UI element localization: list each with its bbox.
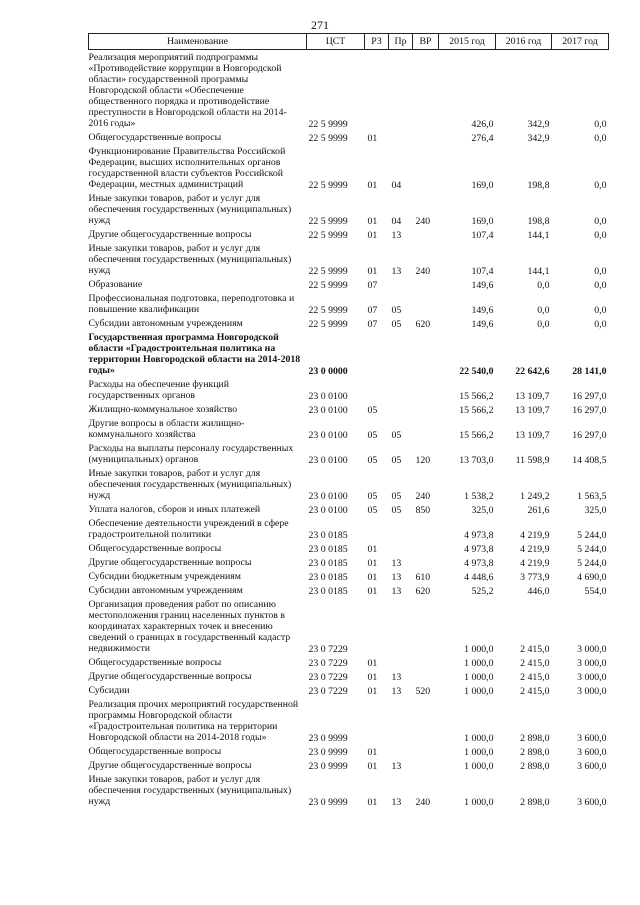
row-cst: 22 5 9999 xyxy=(308,266,348,277)
row-2015: 107,4 xyxy=(471,230,494,241)
row-name: Общегосударственные вопросы xyxy=(88,657,222,668)
row-2016: 4 219,9 xyxy=(520,544,550,555)
row-cst: 22 5 9999 xyxy=(308,280,348,291)
row-rz xyxy=(365,597,389,655)
header-rz: РЗ xyxy=(365,34,389,50)
row-name: Иные закупки товаров, работ и услуг для обеспечения государственных (муниципальных) нужд xyxy=(88,193,292,226)
row-cst: 23 0 0000 xyxy=(308,366,348,377)
row-2017: 16 297,0 xyxy=(572,405,607,416)
header-2017: 2017 год xyxy=(552,34,609,50)
row-2015: 4 973,8 xyxy=(464,544,494,555)
row-rz: 01 xyxy=(367,133,378,144)
row-name: Расходы на выплаты персоналу государственных (муниципальных) органов xyxy=(88,443,294,465)
row-2017: 3 000,0 xyxy=(577,644,607,655)
row-rz xyxy=(365,697,389,744)
row-2015: 4 448,6 xyxy=(464,572,494,583)
row-2017: 0,0 xyxy=(594,266,607,277)
row-2017: 554,0 xyxy=(584,586,607,597)
row-rz: 01 xyxy=(367,216,378,227)
row-name: Иные закупки товаров, работ и услуг для обеспечения государственных (муниципальных) нужд xyxy=(88,774,292,807)
row-cst: 23 0 0100 xyxy=(308,405,348,416)
row-2015: 276,4 xyxy=(471,133,494,144)
row-2015: 1 000,0 xyxy=(464,747,494,758)
row-vr: 240 xyxy=(415,266,431,277)
row-2015: 1 000,0 xyxy=(464,761,494,772)
row-rz: 01 xyxy=(367,572,378,583)
row-2015: 4 973,8 xyxy=(464,530,494,541)
row-2017: 28 141,0 xyxy=(572,366,607,377)
row-name: Другие общегосударственные вопросы xyxy=(88,671,252,682)
table-row xyxy=(89,330,609,377)
row-vr xyxy=(413,655,439,669)
row-pr: 13 xyxy=(391,761,402,772)
row-name: Реализация мероприятий подпрограммы «Противодействие коррупции в Новгородской области» государственной программы Новгородской области «Обеспечение общественного порядка и противодействие преступности в Новгородской области на 2014-2016 годы» xyxy=(88,52,287,129)
row-2015: 1 000,0 xyxy=(464,797,494,808)
row-cst: 23 0 0185 xyxy=(308,558,348,569)
row-rz: 07 xyxy=(367,305,378,316)
row-pr: 04 xyxy=(391,180,402,191)
table-row xyxy=(89,502,609,516)
row-name: Иные закупки товаров, работ и услуг для обеспечения государственных (муниципальных) нужд xyxy=(88,468,292,501)
row-2017: 5 244,0 xyxy=(577,558,607,569)
row-2015: 426,0 xyxy=(471,119,494,130)
row-2015: 325,0 xyxy=(471,505,494,516)
row-cst: 23 0 0100 xyxy=(308,491,348,502)
row-2015: 4 973,8 xyxy=(464,558,494,569)
row-2015: 15 566,2 xyxy=(459,391,494,402)
row-name: Общегосударственные вопросы xyxy=(88,746,222,757)
row-cst: 23 0 0100 xyxy=(308,505,348,516)
row-vr xyxy=(413,144,439,191)
row-cst: 23 0 0185 xyxy=(308,586,348,597)
row-cst: 23 0 0100 xyxy=(308,430,348,441)
row-cst: 23 0 0185 xyxy=(308,572,348,583)
row-2016: 2 415,0 xyxy=(520,644,550,655)
row-vr xyxy=(413,130,439,144)
table-row xyxy=(89,416,609,441)
row-pr xyxy=(389,516,413,541)
row-vr xyxy=(413,416,439,441)
row-pr: 13 xyxy=(391,230,402,241)
row-2016: 2 415,0 xyxy=(520,658,550,669)
row-rz: 05 xyxy=(367,430,378,441)
table-row xyxy=(89,191,609,227)
row-cst: 22 5 9999 xyxy=(308,119,348,130)
row-vr xyxy=(413,402,439,416)
row-2015: 169,0 xyxy=(471,216,494,227)
row-pr xyxy=(389,541,413,555)
table-row xyxy=(89,683,609,697)
row-pr xyxy=(389,402,413,416)
row-rz: 01 xyxy=(367,266,378,277)
row-2017: 3 600,0 xyxy=(577,797,607,808)
row-vr: 520 xyxy=(415,686,431,697)
row-2016: 13 109,7 xyxy=(515,430,550,441)
row-pr: 05 xyxy=(391,455,402,466)
row-rz xyxy=(365,50,389,131)
row-2017: 0,0 xyxy=(594,280,607,291)
row-2016: 342,9 xyxy=(527,119,550,130)
table-row xyxy=(89,130,609,144)
page-number: 271 xyxy=(311,18,329,32)
row-rz: 05 xyxy=(367,505,378,516)
row-cst: 23 0 7229 xyxy=(308,644,348,655)
row-2016: 11 598,9 xyxy=(515,455,550,466)
header-pr: Пр xyxy=(389,34,413,50)
header-name: Наименование xyxy=(89,34,307,50)
row-2015: 1 000,0 xyxy=(464,672,494,683)
row-vr: 240 xyxy=(415,797,431,808)
row-2017: 4 690,0 xyxy=(577,572,607,583)
row-cst: 23 0 0100 xyxy=(308,391,348,402)
row-2016: 342,9 xyxy=(527,133,550,144)
table-row xyxy=(89,144,609,191)
row-rz: 01 xyxy=(367,797,378,808)
row-2015: 149,6 xyxy=(471,280,494,291)
table-row xyxy=(89,241,609,277)
row-name: Общегосударственные вопросы xyxy=(88,132,222,143)
row-2017: 1 563,5 xyxy=(577,491,607,502)
row-name: Функционирование Правительства Российской Федерации, высших исполнительных органов государственной власти субъектов Российской Федерации, местных администраций xyxy=(88,146,286,190)
row-2017: 0,0 xyxy=(594,133,607,144)
row-2015: 15 566,2 xyxy=(459,405,494,416)
table-row xyxy=(89,466,609,502)
row-name: Профессиональная подготовка, переподготовка и повышение квалификации xyxy=(88,293,295,315)
row-name: Субсидии автономным учреждениям xyxy=(88,585,243,596)
row-2016: 0,0 xyxy=(537,280,550,291)
row-2015: 22 540,0 xyxy=(459,366,494,377)
row-rz: 01 xyxy=(367,686,378,697)
row-cst: 23 0 7229 xyxy=(308,686,348,697)
table-row xyxy=(89,516,609,541)
row-cst: 23 0 9999 xyxy=(308,747,348,758)
row-rz: 01 xyxy=(367,558,378,569)
row-2017: 325,0 xyxy=(584,505,607,516)
row-2015: 1 000,0 xyxy=(464,658,494,669)
row-vr xyxy=(413,697,439,744)
row-2017: 3 600,0 xyxy=(577,733,607,744)
row-vr xyxy=(413,669,439,683)
row-vr xyxy=(413,516,439,541)
row-name: Субсидии xyxy=(88,685,130,696)
row-pr xyxy=(389,50,413,131)
table-row xyxy=(89,50,609,131)
row-vr xyxy=(413,377,439,402)
row-rz: 01 xyxy=(367,544,378,555)
row-rz: 07 xyxy=(367,319,378,330)
row-cst: 22 5 9999 xyxy=(308,319,348,330)
row-pr xyxy=(389,130,413,144)
row-vr xyxy=(413,330,439,377)
row-2016: 2 898,0 xyxy=(520,761,550,772)
row-2017: 0,0 xyxy=(594,305,607,316)
row-pr: 13 xyxy=(391,797,402,808)
row-name: Жилищно-коммунальное хозяйство xyxy=(88,404,238,415)
row-2017: 0,0 xyxy=(594,230,607,241)
header-cst: ЦСТ xyxy=(307,34,365,50)
row-2016: 261,6 xyxy=(527,505,550,516)
row-pr: 05 xyxy=(391,319,402,330)
row-2016: 2 415,0 xyxy=(520,686,550,697)
row-vr: 620 xyxy=(415,586,431,597)
row-2016: 198,8 xyxy=(527,216,550,227)
row-name: Уплата налогов, сборов и иных платежей xyxy=(88,504,261,515)
row-rz: 01 xyxy=(367,747,378,758)
row-vr: 610 xyxy=(415,572,431,583)
row-2017: 3 000,0 xyxy=(577,672,607,683)
row-2016: 22 642,6 xyxy=(515,366,550,377)
row-2015: 1 000,0 xyxy=(464,644,494,655)
table-row xyxy=(89,541,609,555)
table-row xyxy=(89,583,609,597)
row-rz xyxy=(365,516,389,541)
row-2017: 14 408,5 xyxy=(572,455,607,466)
row-name: Субсидии автономным учреждениям xyxy=(88,318,243,329)
row-2016: 2 898,0 xyxy=(520,747,550,758)
header-2016: 2016 год xyxy=(496,34,552,50)
row-2017: 0,0 xyxy=(594,119,607,130)
table-row xyxy=(89,291,609,316)
row-cst: 23 0 0185 xyxy=(308,530,348,541)
row-vr: 240 xyxy=(415,216,431,227)
row-2016: 13 109,7 xyxy=(515,405,550,416)
row-cst: 22 5 9999 xyxy=(308,180,348,191)
row-cst: 23 0 7229 xyxy=(308,658,348,669)
row-name: Расходы на обеспечение функций государственных органов xyxy=(88,379,230,401)
row-rz: 01 xyxy=(367,761,378,772)
row-pr xyxy=(389,597,413,655)
row-pr: 05 xyxy=(391,305,402,316)
row-vr xyxy=(413,597,439,655)
row-name: Иные закупки товаров, работ и услуг для обеспечения государственных (муниципальных) нужд xyxy=(88,243,292,276)
table-row xyxy=(89,744,609,758)
table-row xyxy=(89,227,609,241)
header-vr: ВР xyxy=(413,34,439,50)
row-vr xyxy=(413,744,439,758)
row-2015: 13 703,0 xyxy=(459,455,494,466)
row-2017: 3 000,0 xyxy=(577,658,607,669)
row-vr: 120 xyxy=(415,455,431,466)
row-cst: 22 5 9999 xyxy=(308,305,348,316)
row-name: Другие общегосударственные вопросы xyxy=(88,760,252,771)
row-vr xyxy=(413,555,439,569)
row-cst: 22 5 9999 xyxy=(308,230,348,241)
row-name: Образование xyxy=(88,279,143,290)
table-row xyxy=(89,277,609,291)
table-row xyxy=(89,402,609,416)
row-rz: 07 xyxy=(367,280,378,291)
table-row xyxy=(89,441,609,466)
row-2017: 5 244,0 xyxy=(577,544,607,555)
row-pr: 13 xyxy=(391,586,402,597)
table-header-row xyxy=(89,34,609,50)
row-2015: 149,6 xyxy=(471,319,494,330)
row-pr xyxy=(389,330,413,377)
row-pr xyxy=(389,655,413,669)
row-rz: 05 xyxy=(367,491,378,502)
header-2015: 2015 год xyxy=(439,34,496,50)
row-2017: 16 297,0 xyxy=(572,430,607,441)
row-pr: 13 xyxy=(391,672,402,683)
row-rz: 01 xyxy=(367,180,378,191)
row-name: Субсидии бюджетным учреждениям xyxy=(88,571,241,582)
row-2017: 0,0 xyxy=(594,319,607,330)
row-2016: 0,0 xyxy=(537,319,550,330)
row-cst: 23 0 9999 xyxy=(308,733,348,744)
row-2015: 1 538,2 xyxy=(464,491,494,502)
row-2017: 16 297,0 xyxy=(572,391,607,402)
row-cst: 23 0 9999 xyxy=(308,761,348,772)
row-cst: 23 0 7229 xyxy=(308,672,348,683)
row-2016: 4 219,9 xyxy=(520,530,550,541)
row-vr: 240 xyxy=(415,491,431,502)
table-row xyxy=(89,697,609,744)
row-rz xyxy=(365,330,389,377)
table-row xyxy=(89,669,609,683)
row-pr xyxy=(389,744,413,758)
row-cst: 23 0 9999 xyxy=(308,797,348,808)
row-name: Реализация прочих мероприятий государственной программы Новгородской области «Градостроительная политика на территории Новгородской области на 2014-2018 годы» xyxy=(88,699,299,743)
row-2015: 107,4 xyxy=(471,266,494,277)
row-rz: 01 xyxy=(367,230,378,241)
row-pr xyxy=(389,697,413,744)
row-2017: 3 600,0 xyxy=(577,747,607,758)
table-row xyxy=(89,377,609,402)
row-2016: 1 249,2 xyxy=(520,491,550,502)
row-cst: 22 5 9999 xyxy=(308,133,348,144)
row-2017: 0,0 xyxy=(594,180,607,191)
row-2016: 198,8 xyxy=(527,180,550,191)
row-pr: 13 xyxy=(391,572,402,583)
row-rz: 01 xyxy=(367,658,378,669)
row-2016: 2 415,0 xyxy=(520,672,550,683)
row-vr: 620 xyxy=(415,319,431,330)
row-2016: 144,1 xyxy=(527,230,550,241)
budget-table xyxy=(88,33,609,808)
table-body xyxy=(89,50,609,809)
row-rz: 01 xyxy=(367,586,378,597)
row-2015: 169,0 xyxy=(471,180,494,191)
row-rz: 01 xyxy=(367,672,378,683)
table-row xyxy=(89,555,609,569)
row-pr xyxy=(389,277,413,291)
row-cst: 22 5 9999 xyxy=(308,216,348,227)
row-pr: 13 xyxy=(391,558,402,569)
row-rz xyxy=(365,377,389,402)
row-vr: 850 xyxy=(415,505,431,516)
row-vr xyxy=(413,277,439,291)
row-2016: 3 773,9 xyxy=(520,572,550,583)
row-name: Обеспечение деятельности учреждений в сфере градостроительной политики xyxy=(88,518,289,540)
row-2016: 144,1 xyxy=(527,266,550,277)
table-row xyxy=(89,569,609,583)
row-name: Государственная программа Новгородской области «Градостроительная политика на территории Новгородской области на 2014-2018 годы» xyxy=(88,332,301,376)
table-row xyxy=(89,758,609,772)
row-2015: 525,2 xyxy=(471,586,494,597)
row-2015: 149,6 xyxy=(471,305,494,316)
row-vr xyxy=(413,291,439,316)
row-vr xyxy=(413,50,439,131)
row-2016: 13 109,7 xyxy=(515,391,550,402)
row-2016: 0,0 xyxy=(537,305,550,316)
row-pr: 13 xyxy=(391,266,402,277)
row-name: Другие общегосударственные вопросы xyxy=(88,229,252,240)
row-name: Другие вопросы в области жилищно-коммунального хозяйства xyxy=(88,418,245,440)
row-name: Общегосударственные вопросы xyxy=(88,543,222,554)
row-pr: 13 xyxy=(391,686,402,697)
row-2015: 1 000,0 xyxy=(464,686,494,697)
row-2017: 0,0 xyxy=(594,216,607,227)
table-row xyxy=(89,655,609,669)
row-pr xyxy=(389,377,413,402)
row-2017: 5 244,0 xyxy=(577,530,607,541)
row-pr: 04 xyxy=(391,216,402,227)
row-2016: 4 219,9 xyxy=(520,558,550,569)
table-row xyxy=(89,316,609,330)
row-pr: 05 xyxy=(391,491,402,502)
table-row xyxy=(89,772,609,808)
row-rz: 05 xyxy=(367,405,378,416)
row-2015: 1 000,0 xyxy=(464,733,494,744)
table-row xyxy=(89,597,609,655)
row-2017: 3 000,0 xyxy=(577,686,607,697)
row-pr: 05 xyxy=(391,430,402,441)
row-pr: 05 xyxy=(391,505,402,516)
row-2016: 446,0 xyxy=(527,586,550,597)
row-name: Организация проведения работ по описанию местоположения границ населенных пунктов в координатах характерных точек и внесению сведений о границах в государственный кадастр недвижимости xyxy=(88,599,291,654)
row-2016: 2 898,0 xyxy=(520,733,550,744)
row-vr xyxy=(413,541,439,555)
row-cst: 23 0 0100 xyxy=(308,455,348,466)
row-2015: 15 566,2 xyxy=(459,430,494,441)
row-name: Другие общегосударственные вопросы xyxy=(88,557,252,568)
row-vr xyxy=(413,758,439,772)
row-cst: 23 0 0185 xyxy=(308,544,348,555)
row-2016: 2 898,0 xyxy=(520,797,550,808)
row-rz: 05 xyxy=(367,455,378,466)
row-2017: 3 600,0 xyxy=(577,761,607,772)
row-vr xyxy=(413,227,439,241)
